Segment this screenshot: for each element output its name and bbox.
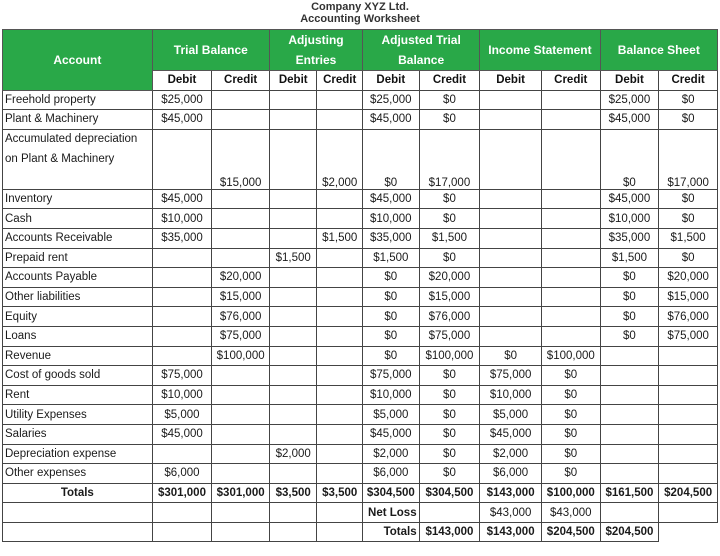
value-cell: $10,000 <box>152 385 212 405</box>
value-cell <box>659 385 718 405</box>
value-cell <box>317 326 363 346</box>
value-cell: $1,500 <box>659 228 718 248</box>
value-cell: $45,000 <box>152 189 212 209</box>
value-cell <box>541 129 600 189</box>
value-cell: $75,000 <box>659 326 718 346</box>
value-cell <box>269 129 317 189</box>
value-cell <box>541 110 600 130</box>
value-cell <box>317 110 363 130</box>
value-cell <box>659 424 718 444</box>
value-cell: $100,000 <box>541 346 600 366</box>
value-cell: $0 <box>541 366 600 386</box>
value-cell: $0 <box>362 307 419 327</box>
value-cell: $0 <box>600 129 659 189</box>
worksheet-title: Accounting Worksheet <box>300 13 420 25</box>
value-cell: $25,000 <box>600 90 659 110</box>
value-cell <box>317 464 363 484</box>
value-cell <box>600 385 659 405</box>
col-income-statement: Income Statement <box>480 30 600 71</box>
account-cell: Inventory <box>3 189 153 209</box>
value-cell: $0 <box>362 326 419 346</box>
value-cell <box>659 366 718 386</box>
value-cell: $20,000 <box>419 268 480 288</box>
table-row <box>3 129 718 189</box>
empty-cell <box>600 503 659 523</box>
value-cell <box>600 424 659 444</box>
grand-totals-row <box>3 522 718 542</box>
total-value-cell: $304,500 <box>419 483 480 503</box>
value-cell <box>480 110 542 130</box>
grand-total-value-cell: $204,500 <box>600 522 659 542</box>
table-row <box>3 346 718 366</box>
value-cell <box>212 248 270 268</box>
value-cell: $0 <box>419 366 480 386</box>
value-cell <box>269 307 317 327</box>
sub-credit: Credit <box>659 71 718 91</box>
value-cell: $17,000 <box>659 129 718 189</box>
value-cell: $15,000 <box>659 287 718 307</box>
value-cell: $0 <box>600 326 659 346</box>
value-cell: $100,000 <box>419 346 480 366</box>
total-value-cell: $161,500 <box>600 483 659 503</box>
value-cell: $0 <box>600 268 659 288</box>
value-cell: $0 <box>600 307 659 327</box>
value-cell: $5,000 <box>152 405 212 425</box>
total-value-cell: $301,000 <box>212 483 270 503</box>
value-cell: $10,000 <box>600 209 659 229</box>
value-cell <box>212 189 270 209</box>
value-cell <box>152 248 212 268</box>
value-cell: $15,000 <box>419 287 480 307</box>
value-cell: $76,000 <box>419 307 480 327</box>
sub-debit: Debit <box>152 71 212 91</box>
value-cell <box>152 268 212 288</box>
empty-cell <box>3 503 153 523</box>
value-cell <box>541 209 600 229</box>
table-row <box>3 209 718 229</box>
value-cell: $75,000 <box>362 366 419 386</box>
value-cell: $10,000 <box>362 385 419 405</box>
value-cell: $100,000 <box>212 346 270 366</box>
value-cell: $0 <box>419 248 480 268</box>
table-row <box>3 444 718 464</box>
empty-cell <box>3 522 153 542</box>
company-name: Company XYZ Ltd. <box>311 1 409 13</box>
value-cell <box>212 228 270 248</box>
total-value-cell: $100,000 <box>541 483 600 503</box>
worksheet-table <box>2 29 718 542</box>
value-cell <box>269 326 317 346</box>
value-cell <box>317 346 363 366</box>
account-cell: Utility Expenses <box>3 405 153 425</box>
value-cell <box>600 405 659 425</box>
value-cell <box>480 248 542 268</box>
net-loss-income-value: $43,000 <box>480 503 542 523</box>
net-loss-row <box>3 503 718 523</box>
totals-row <box>3 483 718 503</box>
grand-totals-label: Totals <box>362 522 419 542</box>
value-cell: $2,000 <box>317 129 363 189</box>
value-cell: $5,000 <box>480 405 542 425</box>
value-cell <box>317 405 363 425</box>
empty-cell <box>212 503 270 523</box>
empty-cell <box>317 522 363 542</box>
value-cell <box>317 385 363 405</box>
table-row <box>3 189 718 209</box>
value-cell <box>317 90 363 110</box>
value-cell: $45,000 <box>600 189 659 209</box>
value-cell: $45,000 <box>152 110 212 130</box>
value-cell: $5,000 <box>362 405 419 425</box>
value-cell <box>659 444 718 464</box>
value-cell: $0 <box>541 444 600 464</box>
value-cell: $1,500 <box>362 248 419 268</box>
account-cell: Rent <box>3 385 153 405</box>
table-row <box>3 268 718 288</box>
total-value-cell: $301,000 <box>152 483 212 503</box>
value-cell: $1,500 <box>269 248 317 268</box>
total-value-cell: $3,500 <box>317 483 363 503</box>
value-cell: $0 <box>419 424 480 444</box>
value-cell <box>152 444 212 464</box>
value-cell: $20,000 <box>659 268 718 288</box>
value-cell: $75,000 <box>480 366 542 386</box>
value-cell <box>600 346 659 366</box>
value-cell: $0 <box>480 346 542 366</box>
value-cell <box>600 444 659 464</box>
value-cell: $0 <box>419 405 480 425</box>
value-cell: $0 <box>419 444 480 464</box>
value-cell <box>317 307 363 327</box>
empty-cell <box>269 503 317 523</box>
worksheet-header <box>0 0 720 29</box>
account-cell: Equity <box>3 307 153 327</box>
value-cell <box>269 110 317 130</box>
table-row <box>3 90 718 110</box>
value-cell <box>480 209 542 229</box>
value-cell <box>541 268 600 288</box>
value-cell <box>212 385 270 405</box>
account-cell: Salaries <box>3 424 153 444</box>
value-cell <box>317 209 363 229</box>
value-cell <box>269 90 317 110</box>
table-row <box>3 326 718 346</box>
account-cell: Freehold property <box>3 90 153 110</box>
value-cell: $0 <box>659 248 718 268</box>
value-cell: $0 <box>659 90 718 110</box>
value-cell: $6,000 <box>152 464 212 484</box>
value-cell <box>541 248 600 268</box>
value-cell <box>212 444 270 464</box>
value-cell <box>212 464 270 484</box>
value-cell <box>269 385 317 405</box>
total-value-cell: $3,500 <box>269 483 317 503</box>
value-cell: $0 <box>362 129 419 189</box>
value-cell: $0 <box>419 110 480 130</box>
value-cell <box>212 209 270 229</box>
value-cell <box>269 228 317 248</box>
totals-label: Totals <box>3 483 153 503</box>
value-cell: $0 <box>541 405 600 425</box>
sub-credit: Credit <box>541 71 600 91</box>
value-cell <box>317 248 363 268</box>
value-cell: $35,000 <box>362 228 419 248</box>
value-cell: $0 <box>659 209 718 229</box>
value-cell <box>541 326 600 346</box>
value-cell <box>212 110 270 130</box>
value-cell: $75,000 <box>419 326 480 346</box>
value-cell <box>541 189 600 209</box>
value-cell: $0 <box>362 268 419 288</box>
value-cell <box>269 346 317 366</box>
account-cell: Other liabilities <box>3 287 153 307</box>
value-cell: $45,000 <box>362 424 419 444</box>
value-cell <box>212 90 270 110</box>
grand-total-value-cell: $204,500 <box>541 522 600 542</box>
value-cell <box>480 287 542 307</box>
net-loss-balance-value: $43,000 <box>541 503 600 523</box>
sub-debit: Debit <box>269 71 317 91</box>
value-cell <box>541 307 600 327</box>
sub-credit: Credit <box>212 71 270 91</box>
empty-cell <box>269 522 317 542</box>
value-cell: $2,000 <box>269 444 317 464</box>
value-cell: $45,000 <box>480 424 542 444</box>
value-cell <box>659 464 718 484</box>
value-cell <box>480 189 542 209</box>
value-cell: $1,500 <box>317 228 363 248</box>
value-cell: $10,000 <box>362 209 419 229</box>
value-cell <box>480 228 542 248</box>
col-account: Account <box>3 30 153 91</box>
value-cell: $0 <box>541 424 600 444</box>
value-cell: $35,000 <box>152 228 212 248</box>
value-cell <box>317 268 363 288</box>
value-cell: $15,000 <box>212 129 270 189</box>
value-cell <box>269 268 317 288</box>
value-cell <box>269 424 317 444</box>
empty-cell <box>659 503 718 523</box>
col-adjusted-trial-balance: Adjusted Trial Balance <box>362 30 479 71</box>
account-cell: Depreciation expense <box>3 444 153 464</box>
value-cell <box>269 209 317 229</box>
value-cell <box>269 405 317 425</box>
value-cell: $75,000 <box>152 366 212 386</box>
value-cell: $0 <box>362 287 419 307</box>
account-cell: Cash <box>3 209 153 229</box>
value-cell <box>317 189 363 209</box>
value-cell <box>317 366 363 386</box>
table-row <box>3 228 718 248</box>
value-cell <box>152 346 212 366</box>
value-cell: $17,000 <box>419 129 480 189</box>
value-cell <box>269 366 317 386</box>
value-cell: $0 <box>600 287 659 307</box>
value-cell <box>480 307 542 327</box>
value-cell <box>212 366 270 386</box>
empty-cell <box>152 522 212 542</box>
empty-cell <box>212 522 270 542</box>
value-cell: $45,000 <box>152 424 212 444</box>
value-cell: $2,000 <box>480 444 542 464</box>
value-cell: $0 <box>541 464 600 484</box>
empty-cell <box>419 503 480 523</box>
net-loss-label: Net Loss <box>362 503 419 523</box>
sub-credit: Credit <box>317 71 363 91</box>
account-cell: Cost of goods sold <box>3 366 153 386</box>
value-cell: $2,000 <box>362 444 419 464</box>
value-cell: $45,000 <box>362 110 419 130</box>
value-cell: $45,000 <box>362 189 419 209</box>
value-cell: $35,000 <box>600 228 659 248</box>
account-cell: Accounts Payable <box>3 268 153 288</box>
value-cell: $1,500 <box>600 248 659 268</box>
value-cell: $1,500 <box>419 228 480 248</box>
value-cell: $0 <box>419 90 480 110</box>
value-cell <box>541 228 600 248</box>
table-row <box>3 385 718 405</box>
value-cell <box>152 326 212 346</box>
value-cell <box>152 287 212 307</box>
value-cell: $0 <box>659 110 718 130</box>
sub-debit: Debit <box>480 71 542 91</box>
value-cell <box>480 326 542 346</box>
account-cell: Plant & Machinery <box>3 110 153 130</box>
value-cell: $20,000 <box>212 268 270 288</box>
table-row <box>3 307 718 327</box>
value-cell <box>317 287 363 307</box>
worksheet-body <box>3 90 718 542</box>
total-value-cell: $204,500 <box>659 483 718 503</box>
total-value-cell: $143,000 <box>480 483 542 503</box>
account-cell: Other expenses <box>3 464 153 484</box>
table-row <box>3 110 718 130</box>
value-cell <box>480 90 542 110</box>
table-row <box>3 405 718 425</box>
table-row <box>3 248 718 268</box>
col-trial-balance: Trial Balance <box>152 30 269 71</box>
value-cell <box>541 287 600 307</box>
col-adjusting-entries: Adjusting Entries <box>269 30 362 71</box>
empty-cell <box>152 503 212 523</box>
value-cell: $76,000 <box>659 307 718 327</box>
account-cell: Accounts Receivable <box>3 228 153 248</box>
value-cell: $6,000 <box>480 464 542 484</box>
value-cell <box>480 129 542 189</box>
value-cell: $45,000 <box>600 110 659 130</box>
value-cell: $0 <box>541 385 600 405</box>
sub-debit: Debit <box>600 71 659 91</box>
grand-total-value-cell: $143,000 <box>480 522 542 542</box>
account-cell: Accumulated depreciation on Plant & Machinery <box>3 129 153 189</box>
value-cell <box>480 268 542 288</box>
value-cell <box>212 424 270 444</box>
value-cell <box>600 366 659 386</box>
value-cell: $0 <box>362 346 419 366</box>
empty-cell <box>317 503 363 523</box>
value-cell <box>659 346 718 366</box>
sub-debit: Debit <box>362 71 419 91</box>
account-cell: Revenue <box>3 346 153 366</box>
account-cell: Loans <box>3 326 153 346</box>
account-cell: Prepaid rent <box>3 248 153 268</box>
value-cell: $10,000 <box>480 385 542 405</box>
value-cell <box>152 129 212 189</box>
value-cell <box>269 287 317 307</box>
table-row <box>3 464 718 484</box>
value-cell: $0 <box>659 189 718 209</box>
value-cell: $76,000 <box>212 307 270 327</box>
table-row <box>3 287 718 307</box>
value-cell: $0 <box>419 464 480 484</box>
value-cell <box>317 444 363 464</box>
value-cell <box>317 424 363 444</box>
value-cell: $0 <box>419 209 480 229</box>
value-cell: $6,000 <box>362 464 419 484</box>
value-cell: $75,000 <box>212 326 270 346</box>
value-cell <box>152 307 212 327</box>
value-cell: $15,000 <box>212 287 270 307</box>
value-cell: $0 <box>419 385 480 405</box>
total-value-cell: $304,500 <box>362 483 419 503</box>
grand-total-value-cell: $143,000 <box>419 522 480 542</box>
value-cell: $0 <box>419 189 480 209</box>
value-cell <box>212 405 270 425</box>
sub-credit: Credit <box>419 71 480 91</box>
value-cell <box>269 189 317 209</box>
table-row <box>3 424 718 444</box>
value-cell <box>541 90 600 110</box>
value-cell <box>659 405 718 425</box>
value-cell: $10,000 <box>152 209 212 229</box>
value-cell <box>269 464 317 484</box>
table-row <box>3 366 718 386</box>
value-cell <box>600 464 659 484</box>
value-cell: $25,000 <box>152 90 212 110</box>
value-cell: $25,000 <box>362 90 419 110</box>
col-balance-sheet: Balance Sheet <box>600 30 717 71</box>
